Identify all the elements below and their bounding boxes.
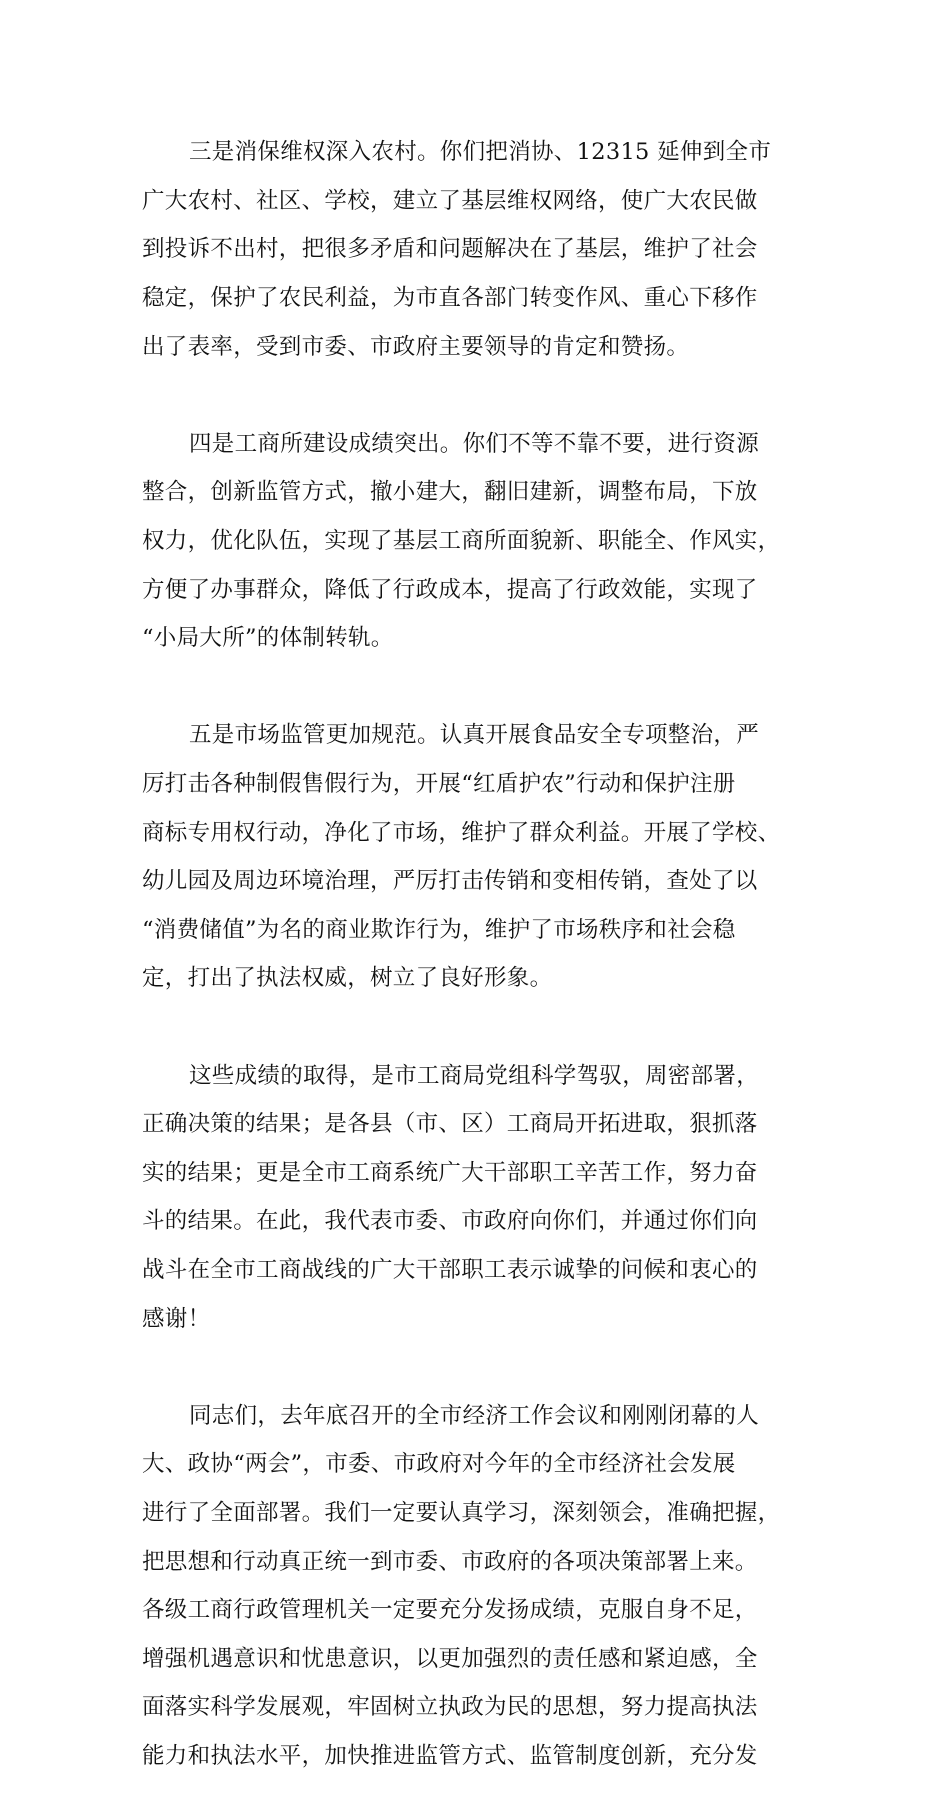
text-line: “小局大所”的体制转轨。	[142, 625, 394, 652]
text-line: 感谢！	[142, 1305, 211, 1332]
text-line: 方便了办事群众，降低了行政成本，提高了行政效能，实现了	[142, 576, 758, 603]
text-line: 各级工商行政管理机关一定要充分发扬成绩，克服自身不足，	[142, 1597, 758, 1624]
text-line: 厉打击各种制假售假行为，开展“红盾护农”行动和保护注册	[142, 771, 736, 798]
paragraph-achievements	[142, 1039, 810, 1355]
text-line: 正确决策的结果；是各县（市、区）工商局开拓进取，狠抓落	[142, 1111, 758, 1138]
text-line: 广大农村、社区、学校，建立了基层维权网络，使广大农民做	[142, 187, 758, 214]
text-line: 稳定，保护了农民利益，为市直各部门转变作风、重心下移作	[142, 285, 758, 312]
text-line: “消费储值”为名的商业欺诈行为，维护了市场秩序和社会稳	[142, 916, 736, 943]
text-line: 同志们，去年底召开的全市经济工作会议和刚刚闭幕的人	[189, 1402, 760, 1429]
paragraph-market-supervision	[142, 699, 810, 1015]
text-line: 进行了全面部署。我们一定要认真学习，深刻领会，准确把握，	[142, 1499, 781, 1526]
text-line: 定，打出了执法权威，树立了良好形象。	[142, 965, 553, 992]
text-line: 幼儿园及周边环境治理，严厉打击传销和变相传销，查处了以	[142, 868, 758, 895]
text-line: 这些成绩的取得，是市工商局党组科学驾驭，周密部署，	[189, 1062, 760, 1089]
text-line: 三是消保维权深入农村。你们把消协、12315 延伸到全市	[189, 139, 772, 166]
paragraph-consumer-rights	[142, 116, 810, 383]
text-line: 五是市场监管更加规范。认真开展食品安全专项整治，严	[189, 722, 760, 749]
text-line: 斗的结果。在此，我代表市委、市政府向你们，并通过你们向	[142, 1208, 758, 1235]
text-line: 权力，优化队伍，实现了基层工商所面貌新、职能全、作风实，	[142, 528, 781, 555]
text-line: 大、政协“两会”，市委、市政府对今年的全市经济社会发展	[142, 1451, 736, 1478]
paragraph-station-building	[142, 408, 810, 675]
text-line: 四是工商所建设成绩突出。你们不等不靠不要，进行资源	[189, 430, 760, 457]
text-line: 把思想和行动真正统一到市委、市政府的各项决策部署上来。	[142, 1548, 758, 1575]
text-line: 商标专用权行动，净化了市场，维护了群众利益。开展了学校、	[142, 819, 781, 846]
text-line: 能力和执法水平，加快推进监管方式、监管制度创新，充分发	[142, 1742, 758, 1769]
paragraph-comrades	[142, 1379, 810, 1792]
text-line: 到投诉不出村，把很多矛盾和问题解决在了基层，维护了社会	[142, 236, 758, 263]
text-line: 出了表率，受到市委、市政府主要领导的肯定和赞扬。	[142, 333, 690, 360]
text-line: 整合，创新监管方式，撤小建大，翻旧建新，调整布局，下放	[142, 479, 758, 506]
text-line: 实的结果；更是全市工商系统广大干部职工辛苦工作，努力奋	[142, 1159, 758, 1186]
text-line: 增强机遇意识和忧患意识，以更加强烈的责任感和紧迫感，全	[142, 1645, 758, 1672]
text-line: 面落实科学发展观，牢固树立执政为民的思想，努力提高执法	[142, 1694, 758, 1721]
document-page	[142, 116, 810, 1817]
text-line: 战斗在全市工商战线的广大干部职工表示诚挚的问候和衷心的	[142, 1256, 758, 1283]
